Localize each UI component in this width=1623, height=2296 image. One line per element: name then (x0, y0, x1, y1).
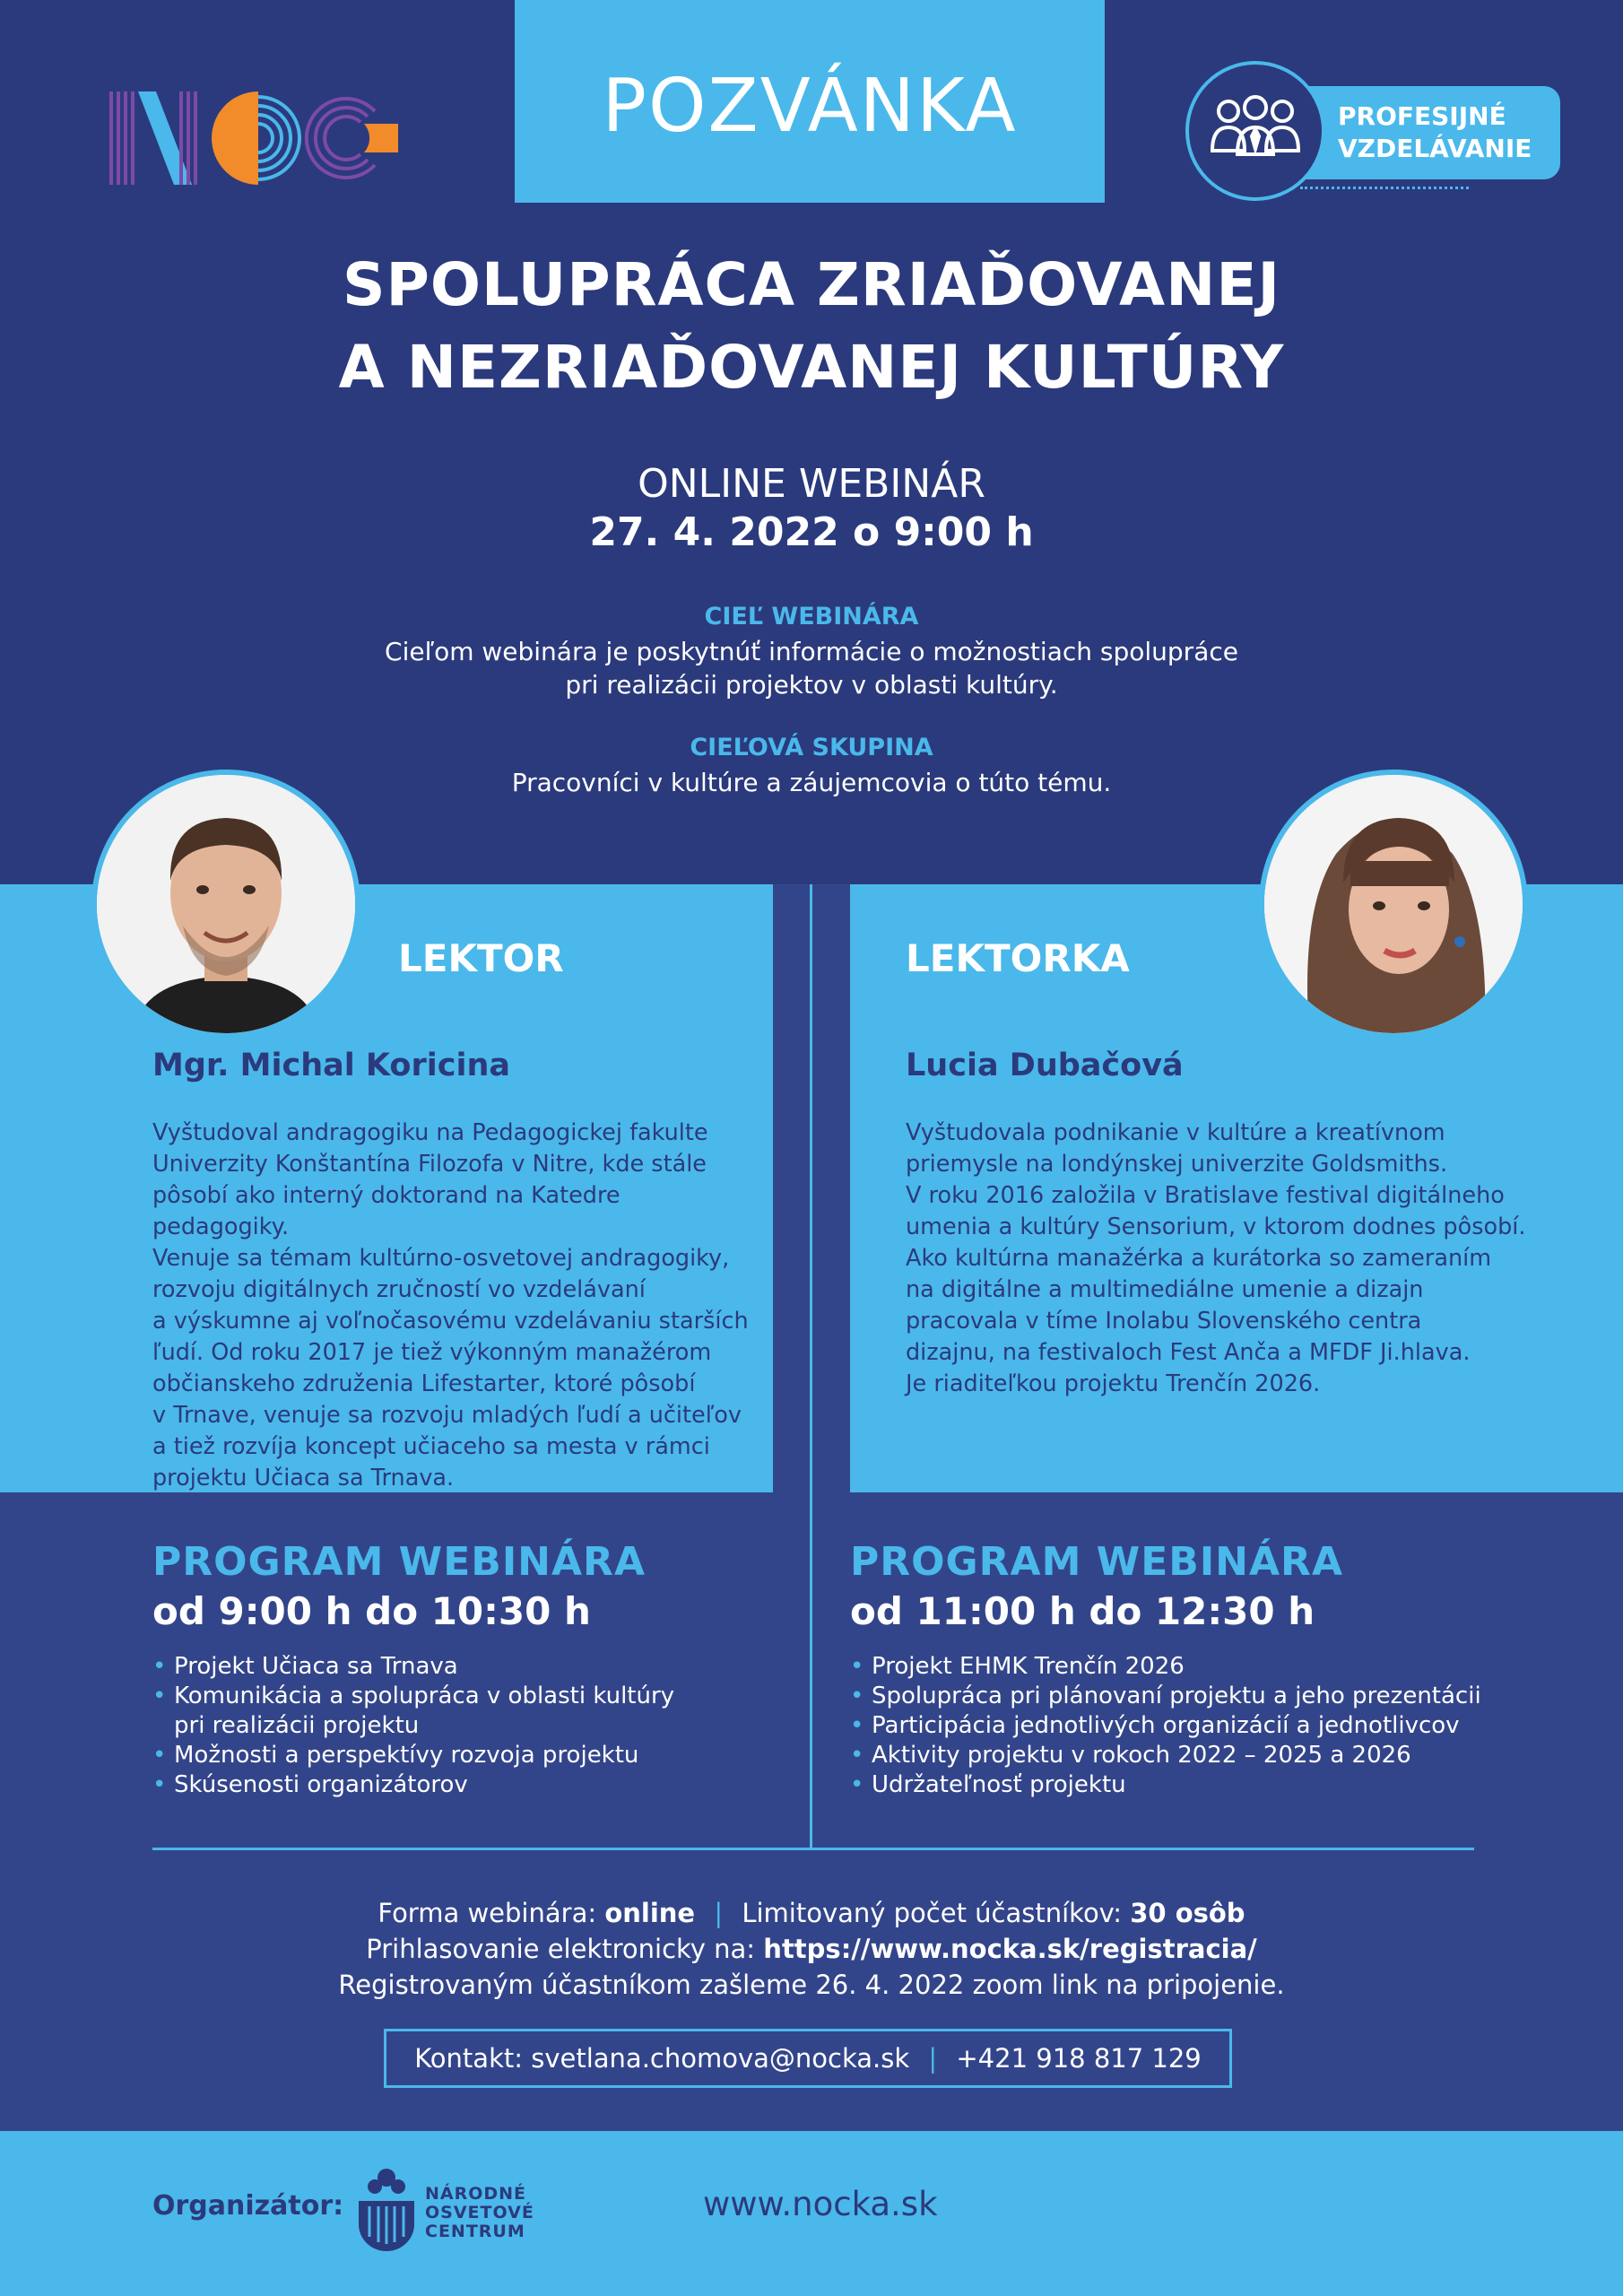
nos-line-1: NÁRODNÉ (425, 2184, 527, 2204)
program-item: • Projekt Učiaca sa Trnava (152, 1652, 780, 1682)
bio-left-line: a tiež rozvíja koncept učiaceho sa mesta v rámci (152, 1433, 710, 1460)
bio-right-line: Ako kultúrna manažérka a kurátorka so zameraním (906, 1245, 1492, 1272)
bio-left-line: v Trnave, venuje sa rozvoju mladých ľudí a učiteľov (152, 1402, 742, 1429)
badge-line-1: PROFESIJNÉ (1338, 101, 1506, 131)
badge-circle (1185, 61, 1325, 201)
bio-left-line: Venuje sa témam kultúrno-osvetovej andragogiky, (152, 1245, 730, 1272)
goal-text (0, 635, 1623, 701)
badge-line-2: VZDELÁVANIE (1338, 134, 1532, 163)
lecturer-role-left: LEKTOR (398, 936, 564, 980)
program-item: • Projekt EHMK Trenčín 2026 (850, 1652, 1532, 1682)
contact-phone[interactable]: +421 918 817 129 (956, 2043, 1202, 2074)
nos-line-2: OSVETOVÉ (425, 2203, 534, 2222)
bio-left-line: pôsobí ako interný doktorand na Katedre pedagogiky. (152, 1182, 621, 1240)
badge-text (1338, 100, 1562, 165)
organizer-label: Organizátor: (152, 2190, 344, 2222)
contact-separator: | (928, 2043, 938, 2074)
program-item: • Možnosti a perspektívy rozvoja projektu (152, 1741, 780, 1770)
bio-left-line: Univerzity Konštantína Filozofa v Nitre, kde stále (152, 1151, 707, 1178)
noc-logo (106, 88, 402, 188)
webinar-kind: ONLINE WEBINÁR (638, 461, 985, 507)
limit-label: Limitovaný počet účastníkov: (742, 1898, 1123, 1928)
program-item-cont: pri realizácii projektu (174, 1712, 420, 1739)
title-line-2: A NEZRIAĎOVANEJ KULTÚRY (338, 333, 1285, 402)
registration-label: Prihlasovanie elektronicky na: (366, 1934, 756, 1964)
registration-link[interactable]: https://www.nocka.sk/registracia/ (763, 1934, 1257, 1964)
webinar-date: 27. 4. 2022 o 9:00 h (589, 509, 1034, 555)
bio-right-line: pracovala v tíme Inolabu Slovenského centra (906, 1308, 1422, 1335)
lecturer-name-right: Lucia Dubačová (906, 1048, 1184, 1083)
goal-line-1: Cieľom webinára je poskytnúť informácie o možnostiach spolupráce (385, 637, 1238, 666)
program-item: • Participácia jednotlivých organizácií a jednotlivcov (850, 1711, 1532, 1741)
bio-left-line: ľudí. Od roku 2017 je tiež výkonným manažérom (152, 1339, 712, 1366)
program-item: • Aktivity projektu v rokoch 2022 – 2025 a 2026 (850, 1741, 1532, 1770)
audience-text: Pracovníci v kultúre a záujemcovia o túto tému. (511, 768, 1112, 797)
bio-right-line: na digitálne a multimediálne umenie a dizajn (906, 1276, 1424, 1303)
bio-right-line: dizajnu, na festivaloch Fest Anča a MFDF Ji.hlava. (906, 1339, 1471, 1366)
bio-left-line: a výskumne aj voľnočasovému vzdelávaniu starších (152, 1308, 749, 1335)
contact-label: Kontakt: (414, 2043, 524, 2074)
title-line-1: SPOLUPRÁCA ZRIAĎOVANEJ (342, 250, 1281, 319)
program-time-right: od 11:00 h do 12:30 h (850, 1589, 1315, 1633)
people-icon (1189, 65, 1322, 197)
footer-website-link[interactable]: www.nocka.sk (703, 2185, 938, 2223)
bio-right-line: priemysle na londýnskej univerzite Goldsmiths. (906, 1151, 1448, 1178)
bio-left-line: občianskeho združenia Lifestarter, ktoré pôsobí (152, 1370, 696, 1397)
info-note: Registrovaným účastníkom zašleme 26. 4. 2022 zoom link na pripojenie. (338, 1970, 1285, 2000)
section-divider (152, 1848, 1474, 1850)
program-heading-left: PROGRAM WEBINÁRA (152, 1539, 646, 1585)
bio-left-line: Vyštudoval andragogiku na Pedagogickej fakulte (152, 1119, 708, 1146)
program-list-right (850, 1652, 1532, 1800)
info-separator: | (714, 1898, 724, 1928)
lecturer-name-left: Mgr. Michal Koricina (152, 1048, 511, 1083)
program-item-text: Komunikácia a spolupráca v oblasti kultúry (174, 1683, 675, 1709)
info-registration-line (0, 1934, 1623, 1964)
contact-box (384, 2029, 1232, 2088)
bio-right-line: Vyštudovala podnikanie v kultúre a kreatívnom (906, 1119, 1445, 1146)
lecturer-bio-left (152, 1118, 762, 1494)
contact-email[interactable]: svetlana.chomova@nocka.sk (531, 2043, 910, 2074)
lecturer-role-right: LEKTORKA (906, 936, 1130, 980)
info-form-line (0, 1898, 1623, 1928)
nos-logo-icon (357, 2165, 416, 2251)
program-item: • Udržateľnosť projektu (850, 1770, 1532, 1800)
program-time-left: od 9:00 h do 10:30 h (152, 1589, 591, 1633)
goal-line-2: pri realizácii projektov v oblasti kultúry. (565, 670, 1058, 700)
goal-heading: CIEĽ WEBINÁRA (704, 603, 919, 631)
bio-right-line: Je riaditeľkou projektu Trenčín 2026. (906, 1370, 1321, 1397)
program-item: • Spolupráca pri plánovaní projektu a jeho prezentácii (850, 1682, 1532, 1711)
lecturer-photo-michal (91, 770, 360, 1039)
lecturer-bio-right (906, 1118, 1533, 1400)
bio-left-line: projektu Učiaca sa Trnava. (152, 1465, 455, 1492)
lecturer-photo-lucia (1259, 770, 1528, 1039)
main-title (0, 244, 1623, 409)
badge-dots (1300, 187, 1469, 193)
bio-left-line: rozvoju digitálnych zručností vo vzdelávaní (152, 1276, 646, 1303)
program-item (152, 1682, 780, 1741)
limit-value: 30 osôb (1130, 1898, 1245, 1928)
audience-heading: CIEĽOVÁ SKUPINA (690, 734, 933, 761)
invite-label: POZVÁNKA (602, 64, 1018, 149)
form-label: Forma webinára: (378, 1898, 597, 1928)
nos-line-3: CENTRUM (425, 2222, 525, 2241)
form-value: online (604, 1898, 696, 1928)
nos-logo-text (425, 2185, 534, 2241)
center-divider (810, 884, 812, 1849)
program-heading-right: PROGRAM WEBINÁRA (850, 1539, 1343, 1585)
bio-right-line: V roku 2016 založila v Bratislave festival digitálneho (906, 1182, 1505, 1209)
program-item: • Skúsenosti organizátorov (152, 1770, 780, 1800)
bio-right-line: umenia a kultúry Sensorium, v ktorom dodnes pôsobí. (906, 1213, 1526, 1240)
program-list-left (152, 1652, 780, 1800)
